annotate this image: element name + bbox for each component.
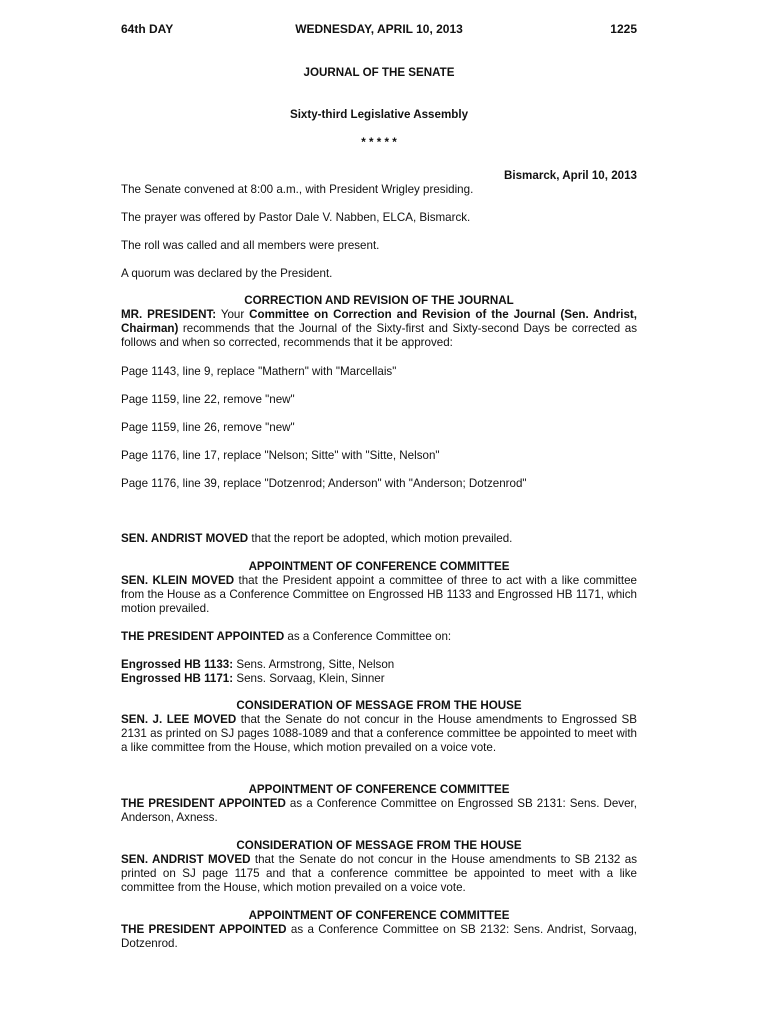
journal-title: JOURNAL OF THE SENATE [303, 66, 455, 79]
opening-line: The roll was called and all members were present. [121, 239, 380, 252]
motion-paragraph: SEN. ANDRIST MOVED that the report be adopted, which motion prevailed. [121, 532, 513, 545]
opening-line: The Senate convened at 8:00 a.m., with President Wrigley presiding. [121, 183, 474, 196]
committee-list-item: Engrossed HB 1133: Sens. Armstrong, Sitte, Nelson [121, 658, 395, 671]
opening-line: The prayer was offered by Pastor Dale V. Nabben, ELCA, Bismarck. [121, 211, 471, 224]
committee-name: Committee on Correction and Revision of the Journal (Sen. Andrist, Chairman) [121, 308, 637, 335]
section-heading: APPOINTMENT OF CONFERENCE COMMITTEE [248, 783, 510, 796]
running-header [121, 22, 637, 38]
speaker: MR. PRESIDENT: [121, 308, 217, 321]
section-heading: CORRECTION AND REVISION OF THE JOURNAL [244, 294, 514, 307]
day-label: 64th DAY [121, 22, 174, 36]
assembly-subtitle: Sixty-third Legislative Assembly [289, 108, 469, 121]
correction-item: Page 1143, line 9, replace "Mathern" with "Marcellais" [121, 365, 397, 378]
location-date: Bismarck, April 10, 2013 [504, 169, 637, 182]
section-heading: APPOINTMENT OF CONFERENCE COMMITTEE [248, 909, 510, 922]
section-heading: CONSIDERATION OF MESSAGE FROM THE HOUSE [236, 839, 522, 852]
correction-item: Page 1159, line 22, remove "new" [121, 393, 295, 406]
appointment-paragraph: THE PRESIDENT APPOINTED as a Conference Committee on: [121, 630, 452, 643]
motion-paragraph: SEN. J. LEE MOVED that the Senate do not concur in the House amendments to Engrossed SB 2131 as printed on SJ pages 1088-1089 and that a conference committee be appointed to meet with a like committee from the House, which motion prevailed on a voice vote. [121, 713, 637, 754]
correction-item: Page 1176, line 39, replace "Dotzenrod; Anderson" with "Anderson; Dotzenrod" [121, 477, 527, 490]
motion-paragraph: SEN. KLEIN MOVED that the President appoint a committee of three to act with a like committee from the House as a Conference Committee on Engrossed HB 1133 and Engrossed HB 1171, which motion prevailed. [121, 574, 637, 615]
motion-paragraph: SEN. ANDRIST MOVED that the Senate do not concur in the House amendments to SB 2132 as printed on SJ page 1175 and that a conference committee be appointed to meet with a like committee from the House, which motion prevailed on a voice vote. [121, 853, 637, 894]
opening-line: A quorum was declared by the President. [121, 267, 333, 280]
committee-list-item: Engrossed HB 1171: Sens. Sorvaag, Klein, Sinner [121, 672, 385, 685]
appointment-paragraph: THE PRESIDENT APPOINTED as a Conference Committee on Engrossed SB 2131: Sens. Dever, Anderson, Axness. [121, 797, 637, 824]
header-date: WEDNESDAY, APRIL 10, 2013 [295, 22, 463, 36]
appointment-paragraph: THE PRESIDENT APPOINTED as a Conference Committee on SB 2132: Sens. Andrist, Sorvaag, Dotzenrod. [121, 923, 637, 950]
correction-item: Page 1176, line 17, replace "Nelson; Sitte" with "Sitte, Nelson" [121, 449, 440, 462]
section-heading: CONSIDERATION OF MESSAGE FROM THE HOUSE [236, 699, 522, 712]
journal-page [121, 0, 637, 1024]
page-number: 1225 [610, 22, 637, 36]
correction-item: Page 1159, line 26, remove "new" [121, 421, 295, 434]
section-heading: APPOINTMENT OF CONFERENCE COMMITTEE [248, 560, 510, 573]
separator-stars: * * * * * [361, 136, 397, 149]
committee-report: MR. PRESIDENT: Your Committee on Correction and Revision of the Journal (Sen. Andrist, Chairman) recommends that the Journal of the Sixty-first and Sixty-second Days be corrected as follows and when so corrected, recommends that it be approved: [121, 308, 637, 349]
